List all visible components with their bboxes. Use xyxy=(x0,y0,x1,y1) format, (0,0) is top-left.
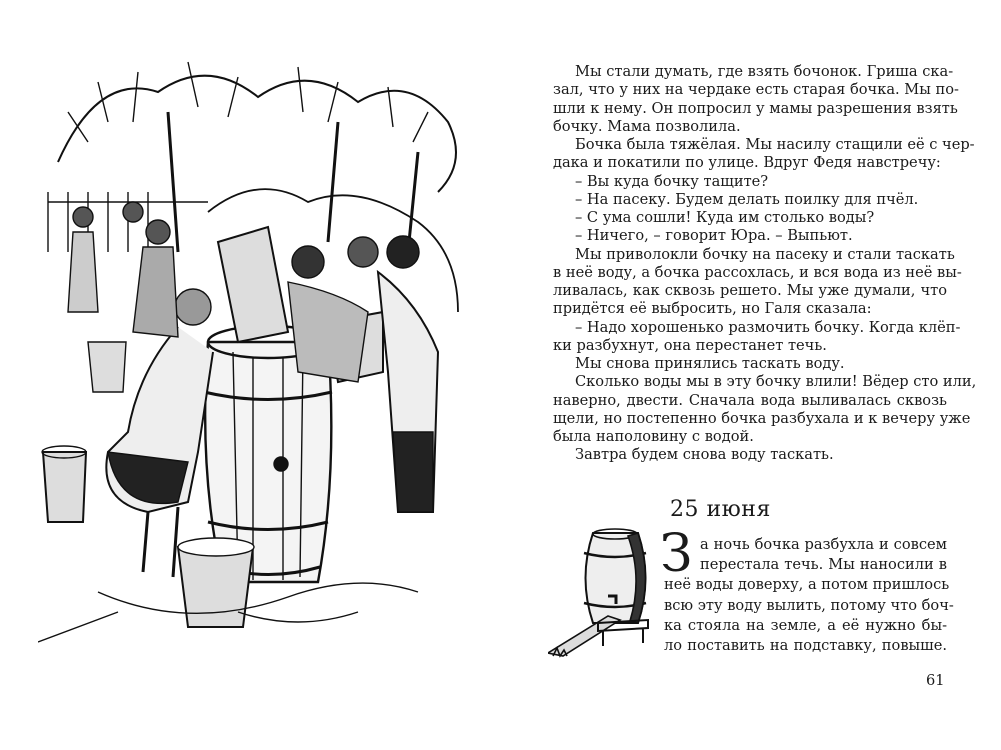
text-line: ло поставить на подставку, повыше. xyxy=(664,636,947,654)
text-line: была наполовину с водой. xyxy=(553,428,754,445)
text-line: ки разбухнут, она перестанет течь. xyxy=(553,336,827,354)
section-text xyxy=(664,575,954,656)
text-line: – Ничего, – говорит Юра. – Выпьют. xyxy=(575,227,853,245)
text-line: в неё воду, а бочка рассохлась, и вся вода из неё вы- xyxy=(553,263,962,281)
text-line: – Вы куда бочку тащите? xyxy=(575,172,769,190)
text-line: наверно, двести. Сначала вода выливалась сквозь xyxy=(553,391,947,409)
section-text-top xyxy=(700,535,947,575)
page-number: 61 xyxy=(926,672,945,689)
section-heading: 25 июня xyxy=(670,497,771,522)
text-line: Мы снова принялись таскать воду. xyxy=(575,355,845,372)
main-text-column xyxy=(553,63,977,465)
text-line: неё воды доверху, а потом пришлось xyxy=(664,576,950,594)
text-line: зал, что у них на чердаке есть старая бочка. Мы по- xyxy=(553,81,959,99)
text-line: всю эту воду вылить, потому что боч- xyxy=(664,596,954,614)
text-line: бочку. Мама позволила. xyxy=(553,117,741,135)
text-line: – С ума сошли! Куда им столько воды? xyxy=(575,209,875,226)
text-line: перестала течь. Мы наносили в xyxy=(700,556,947,574)
barrel-illustration xyxy=(548,528,658,658)
text-line: шли к нему. Он попросил у мамы разрешения взять xyxy=(553,99,958,117)
text-line: ка стояла на земле, а её нужно бы- xyxy=(664,616,947,634)
text-line: Бочка была тяжёлая. Мы насилу стащили её с чер- xyxy=(575,136,975,153)
text-line: а ночь бочка разбухла и совсем xyxy=(700,536,947,553)
text-line: придётся её выбросить, но Галя сказала: xyxy=(553,300,872,318)
text-line: Завтра будем снова воду таскать. xyxy=(575,446,834,464)
text-line: ливалась, как сквозь решето. Мы уже думали, что xyxy=(553,282,947,299)
text-line: щели, но постепенно бочка разбухала и к вечеру уже xyxy=(553,409,971,427)
text-line: Мы приволокли бочку на пасеку и стали таскать xyxy=(575,245,955,263)
text-line: – Надо хорошенько размочить бочку. Когда клёп- xyxy=(575,318,961,336)
text-line: дака и покатили по улице. Вдруг Федя навстречу: xyxy=(553,154,941,172)
drop-cap: З xyxy=(660,524,693,584)
illustration-children-filling-barrel xyxy=(38,52,478,647)
text-line: Сколько воды мы в эту бочку влили! Вёдер сто или, xyxy=(575,373,977,391)
text-line: – На пасеку. Будем делать поилку для пчёл. xyxy=(575,190,919,208)
text-line: Мы стали думать, где взять бочонок. Гриша ска- xyxy=(575,63,954,80)
